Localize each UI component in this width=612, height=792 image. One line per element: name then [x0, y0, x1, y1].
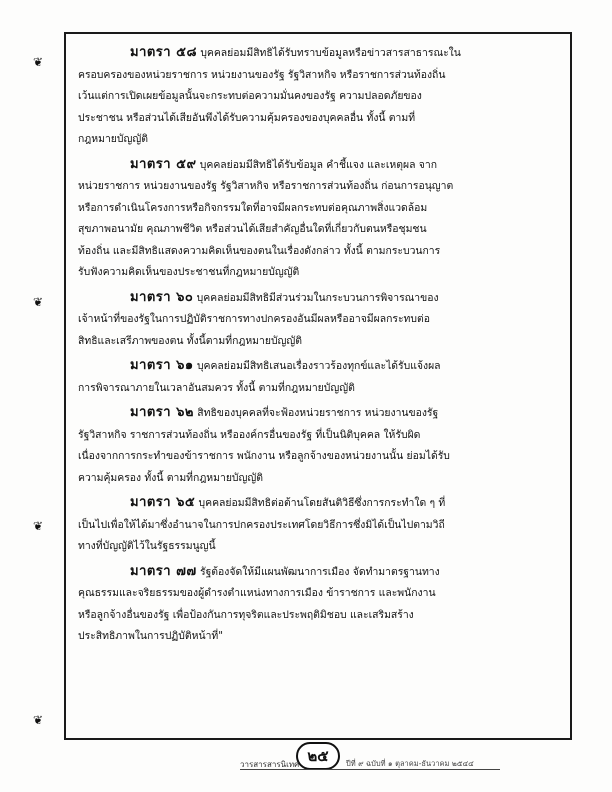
article-line: เจ้าหน้าที่ของรัฐในการปฏิบัติราชการทางปกครองอันมีผลหรืออาจมีผลกระทบต่อ	[78, 313, 430, 325]
article-list	[78, 42, 560, 651]
article-line: หน่วยราชการ หน่วยงานของรัฐ รัฐวิสาหกิจ หรือราชการส่วนท้องถิ่น ก่อนการอนุญาต	[78, 180, 454, 192]
article-line: รัฐวิสาหกิจ ราชการส่วนท้องถิ่น หรือองค์กรอื่นของรัฐ ที่เป็นนิติบุคคล ให้รับผิด	[78, 428, 421, 441]
article-heading: มาตรา ๗๗	[130, 563, 197, 579]
article-61	[78, 355, 560, 399]
article-line: รับฟังความคิดเห็นของประชาชนที่กฎหมายบัญญัติ	[78, 266, 300, 278]
article-65	[78, 492, 560, 558]
article-lead-text: รัฐต้องจัดให้มีแผนพัฒนาการเมือง จัดทำมาตรฐานทาง	[199, 565, 440, 578]
page-footer	[64, 742, 572, 772]
article-lead-text: บุคคลย่อมมีสิทธิมีส่วนร่วมในกระบวนการพิจารณาของ	[196, 291, 439, 304]
article-line: เป็นไปเพื่อให้ได้มาซึ่งอำนาจในการปกครองประเทศโดยวิธีการซึ่งมิได้เป็นไปตามวิถี	[78, 518, 445, 531]
hole-punch-mark-icon: ❦	[33, 55, 44, 69]
article-lead-text: บุคคลย่อมมีสิทธิต่อต้านโดยสันติวิธีซึ่งการกระทำใด ๆ ที่	[198, 497, 446, 509]
hole-punch-mark-icon: ❦	[33, 519, 44, 533]
article-line: กฎหมายบัญญัติ	[78, 133, 148, 145]
article-lead-text: บุคคลย่อมมีสิทธิได้รับข้อมูล คำชี้แจง และเหตุผล จาก	[199, 158, 438, 171]
article-heading: มาตรา ๖๒	[130, 405, 194, 420]
article-line: ท้องถิ่น และมีสิทธิแสดงความคิดเห็นของตนในเรื่องดังกล่าว ทั้งนี้ ตามกระบวนการ	[78, 244, 441, 257]
hole-punch-mark-icon: ❦	[33, 295, 44, 309]
article-line: การพิจารณาภายในเวลาอันสมควร ทั้งนี้ ตามที่กฎหมายบัญญัติ	[78, 381, 355, 394]
page-number: ๒๕	[296, 742, 340, 770]
article-heading: มาตรา ๕๘	[130, 45, 197, 60]
article-lead-text: สิทธิของบุคคลที่จะฟ้องหน่วยราชการ หน่วยงานของรัฐ	[197, 407, 439, 419]
article-heading: มาตรา ๕๙	[130, 156, 197, 172]
article-line: สุขภาพอนามัย คุณภาพชีวิต หรือส่วนได้เสียสำคัญอื่นใดที่เกี่ยวกับตนหรือชุมชน	[78, 223, 427, 235]
footer-divider	[240, 769, 500, 770]
issue-info: ปีที่ ๙ ฉบับที่ ๑ ตุลาคม-ธันวาคม ๒๕๔๔	[346, 759, 474, 768]
article-line: ครอบครองของหน่วยราชการ หน่วยงานของรัฐ รัฐวิสาหกิจ หรือราชการส่วนท้องถิ่น	[78, 68, 446, 81]
article-heading: มาตรา ๖๐	[130, 289, 194, 305]
article-heading: มาตรา ๖๕	[130, 495, 196, 510]
article-60	[78, 287, 560, 353]
article-line: เว้นแต่การเปิดเผยข้อมูลนั้นจะกระทบต่อความมั่นคงของรัฐ ความปลอดภัยของ	[78, 90, 422, 102]
article-line: เนื่องจากการกระทำของข้าราชการ พนักงาน หรือลูกจ้างของหน่วยงานนั้น ย่อมได้รับ	[78, 450, 450, 462]
article-59	[78, 154, 560, 284]
article-line: หรือลูกจ้างอื่นของรัฐ เพื่อป้องกันการทุจริตและประพฤติมิชอบ และเสริมสร้าง	[78, 608, 414, 621]
article-line: คุณธรรมและจริยธรรมของผู้ดำรงตำแหน่งทางการเมือง ข้าราชการ และพนักงาน	[78, 587, 436, 599]
article-line: หรือการดำเนินโครงการหรือกิจกรรมใดที่อาจมีผลกระทบต่อคุณภาพสิ่งแวดล้อม	[78, 201, 428, 214]
article-line: ประชาชน หรือส่วนได้เสียอันพึงได้รับความคุ้มครองของบุคคลอื่น ทั้งนี้ ตามที่	[78, 111, 416, 124]
article-58	[78, 42, 560, 151]
article-line: สิทธิและเสรีภาพของตน ทั้งนี้ตามที่กฎหมายบัญญัติ	[78, 334, 303, 347]
journal-name: วารสารสารนิเทศ	[240, 760, 300, 769]
hole-punch-mark-icon: ❦	[33, 713, 44, 727]
article-62	[78, 402, 560, 489]
article-line: ประสิทธิภาพในการปฏิบัติหน้าที่"	[78, 630, 224, 642]
article-heading: มาตรา ๖๑	[130, 358, 194, 373]
article-line: ความคุ้มครอง ทั้งนี้ ตามที่กฎหมายบัญญัติ	[78, 471, 263, 484]
article-line: ทางที่บัญญัติไว้ในรัฐธรรมนูญนี้	[78, 540, 216, 552]
article-77	[78, 561, 560, 648]
article-lead-text: บุคคลย่อมมีสิทธิเสนอเรื่องราวร้องทุกข์และได้รับแจ้งผล	[196, 360, 441, 372]
article-lead-text: บุคคลย่อมมีสิทธิได้รับทราบข้อมูลหรือข่าวสารสาธารณะใน	[200, 47, 461, 59]
